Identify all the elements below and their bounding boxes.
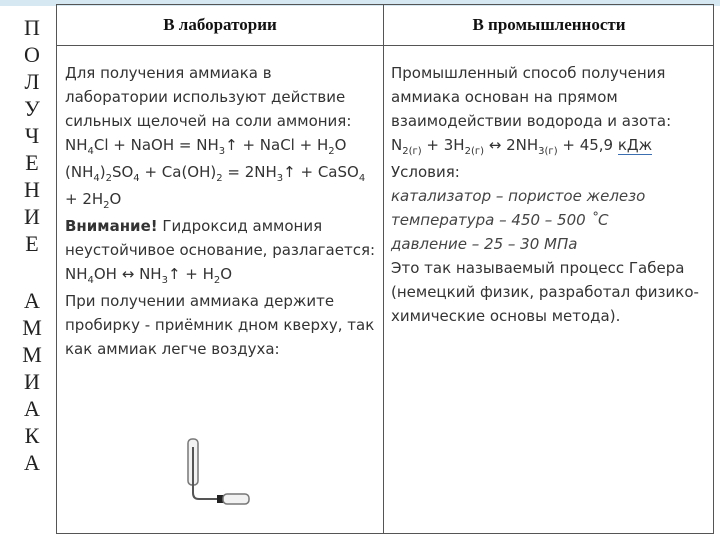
industry-catalyst: катализатор – пористое железо xyxy=(391,187,646,205)
industry-process: Это так называемый процесс Габера (немецкий физик, разработал физико-химические основы метода). xyxy=(391,259,699,325)
lab-intro: Для получения аммиака в лаборатории используют действие сильных щелочей на соли аммония: xyxy=(65,64,352,130)
industry-temperature: температура – 450 – 500 ˚С xyxy=(391,211,609,229)
industry-equation: $N_{2(г)} + 3H_{2(г)}$ ↔ $2NH_{3(г)} + 45,9$ кДж xyxy=(391,136,653,157)
industry-conditions-label: Условия: xyxy=(391,163,460,181)
lab-note: При получении аммиака держите пробирку - приёмник дном кверху, так как аммиак легче воздуха: xyxy=(65,292,375,358)
vertical-title: П О Л У Ч Е Н И Е А М М И А К А xyxy=(22,15,42,475)
lab-equation-3: $NH_4OH$ ↔ $NH_3↑ + H_2O$ xyxy=(65,265,233,286)
comparison-table xyxy=(56,4,714,534)
lab-attention: Внимание! Гидроксид аммония неустойчивое основание, разлагается: xyxy=(65,217,376,259)
header-lab: В лаборатории xyxy=(163,15,277,34)
column-divider xyxy=(383,5,384,533)
lab-equation-1: $NH_4Cl$ + NaOH = $NH_3↑$ + NaCl + $H_2O$ xyxy=(65,136,347,157)
industry-pressure: давление – 25 – 30 МПа xyxy=(391,235,578,253)
industry-column xyxy=(391,61,709,328)
test-tube-diagram xyxy=(185,437,255,507)
header-divider xyxy=(57,45,713,46)
lab-equation-2: $(NH_4)_2SO_4 + Ca(OH)_2$ = $2NH_3↑$ + CaSO$_4$ + $2H_2O$ xyxy=(65,163,366,211)
header-industry: В промышленности xyxy=(472,15,626,34)
lab-column xyxy=(65,61,377,361)
industry-intro: Промышленный способ получения аммиака основан на прямом взаимодействии водорода и азота: xyxy=(391,64,672,130)
